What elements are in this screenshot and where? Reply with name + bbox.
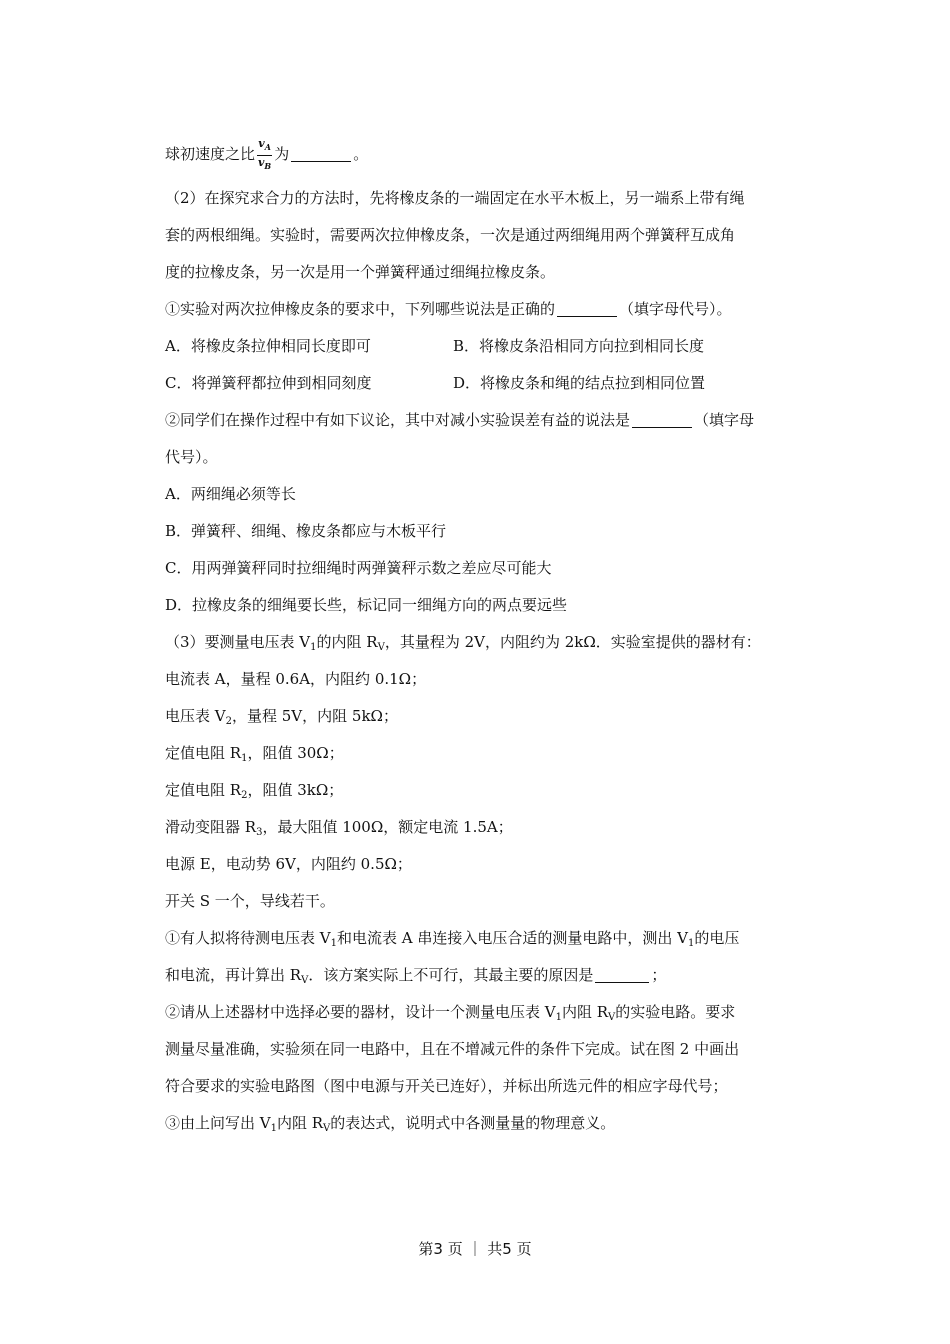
intro-text: 球初速度之比 xyxy=(165,145,256,163)
equipment-item: 电源 E，电动势 6V，内阻约 0.5Ω； xyxy=(165,855,412,873)
text: 的实验电路。要求 xyxy=(615,1003,736,1021)
equipment-item xyxy=(165,735,815,772)
option-b: B．将橡皮条沿相同方向拉到相同长度 xyxy=(453,337,705,355)
answer-blank[interactable] xyxy=(632,411,692,428)
fraction-denominator xyxy=(257,156,272,173)
q2-after: （填字母 xyxy=(694,411,755,429)
q1-options-row xyxy=(165,328,815,365)
sub-question-3-line xyxy=(165,1105,815,1142)
question-2-line xyxy=(165,402,815,439)
sub-question-1-line xyxy=(165,920,815,957)
text: 定值电阻 R xyxy=(165,744,242,762)
subscript: 2 xyxy=(241,790,248,801)
text: ①有人拟将待测电压表 V xyxy=(165,929,331,947)
text: ③由上问写出 V xyxy=(165,1114,271,1132)
subscript: V xyxy=(608,1012,616,1023)
denominator-subscript: B xyxy=(264,160,272,171)
equipment-item: 电流表 A，量程 0.6A，内阻约 0.1Ω； xyxy=(165,670,427,688)
text: 的内阻 R xyxy=(316,633,378,651)
option-a: A．将橡皮条拉伸相同长度即可 xyxy=(165,337,371,355)
subscript: V xyxy=(323,1123,331,1134)
option-b: B．弹簧秤、细绳、橡皮条都应与木板平行 xyxy=(165,522,447,540)
sub-question-2-line: 符合要求的实验电路图（图中电源与开关已连好），并标出所选元件的相应字母代号； xyxy=(165,1077,728,1095)
text: （3）要测量电压表 V xyxy=(165,633,311,651)
text: ．该方案实际上不可行，其最主要的原因是 xyxy=(308,966,594,984)
intro-end: 。 xyxy=(353,145,369,163)
sub-question-1-line xyxy=(165,957,815,994)
text: 滑动变阻器 R xyxy=(165,818,257,836)
question-content xyxy=(165,130,815,1142)
option-d: D．将橡皮条和绳的结点拉到相同位置 xyxy=(453,374,706,392)
numerator-subscript: A xyxy=(264,142,271,153)
text: 和电流，再计算出 R xyxy=(165,966,302,984)
text: ，其量程为 2V，内阻约为 2kΩ．实验室提供的器材有： xyxy=(384,633,761,651)
question-2-line: 代号）。 xyxy=(165,448,218,466)
subscript: V xyxy=(377,642,385,653)
part3-intro-line xyxy=(165,624,815,661)
answer-blank[interactable] xyxy=(557,300,617,317)
q2-text: ②同学们在操作过程中有如下议论，其中对减小实验误差有益的说法是 xyxy=(165,411,631,429)
text: ； xyxy=(651,966,667,984)
part2-paragraph-line: 度的拉橡皮条，另一次是用一个弹簧秤通过细绳拉橡皮条。 xyxy=(165,263,556,281)
subscript: 3 xyxy=(256,827,263,838)
option-c: C．将弹簧秤都拉伸到相同刻度 xyxy=(165,374,372,392)
q1-after: （填字母代号）。 xyxy=(619,300,732,318)
text: 的电压 xyxy=(694,929,740,947)
answer-blank[interactable] xyxy=(291,145,351,162)
subscript: 2 xyxy=(225,716,232,727)
option-d: D．拉橡皮条的细绳要长些，标记同一细绳方向的两点要远些 xyxy=(165,596,568,614)
equipment-item: 开关 S 一个，导线若干。 xyxy=(165,892,335,910)
sub-question-2-line xyxy=(165,994,815,1031)
subscript: 1 xyxy=(330,938,337,949)
subscript: 1 xyxy=(555,1012,562,1023)
intro-after: 为 xyxy=(274,145,290,163)
question-1-line xyxy=(165,291,815,328)
q1-options-row xyxy=(165,365,815,402)
text: ②请从上述器材中选择必要的器材，设计一个测量电压表 V xyxy=(165,1003,556,1021)
option-c: C．用两弹簧秤同时拉细绳时两弹簧秤示数之差应尽可能大 xyxy=(165,559,552,577)
part2-paragraph-line: （2）在探究求合力的方法时，先将橡皮条的一端固定在水平木板上，另一端系上带有绳 xyxy=(165,189,745,207)
equipment-item xyxy=(165,772,815,809)
page-footer: 第3 页 ｜ 共5 页 xyxy=(418,1240,532,1258)
subscript: 1 xyxy=(310,642,317,653)
text: 定值电阻 R xyxy=(165,781,242,799)
text: ，最大阻值 100Ω，额定电流 1.5A； xyxy=(262,818,513,836)
velocity-ratio-fraction xyxy=(257,137,272,172)
fraction-numerator xyxy=(257,137,272,155)
q1-text: ①实验对两次拉伸橡皮条的要求中，下列哪些说法是正确的 xyxy=(165,300,556,318)
text: ，量程 5V，内阻 5kΩ； xyxy=(231,707,398,725)
option-a: A．两细绳必须等长 xyxy=(165,485,296,503)
answer-blank[interactable] xyxy=(595,966,649,983)
subscript: 1 xyxy=(270,1123,277,1134)
intro-line xyxy=(165,130,815,178)
subscript: V xyxy=(301,975,309,986)
text: ，阻值 3kΩ； xyxy=(247,781,344,799)
text: ，阻值 30Ω； xyxy=(247,744,344,762)
denominator-symbol: v xyxy=(258,155,265,169)
sub-question-2-line: 测量尽量准确，实验须在同一电路中，且在不增减元件的条件下完成。试在图 2 中画出 xyxy=(165,1040,740,1058)
text: 和电流表 A 串连接入电压合适的测量电路中，测出 V xyxy=(336,929,688,947)
numerator-symbol: v xyxy=(258,137,265,151)
part2-paragraph-line: 套的两根细绳。实验时，需要两次拉伸橡皮条，一次是通过两细绳用两个弹簧秤互成角 xyxy=(165,226,736,244)
text: 内阻 R xyxy=(561,1003,609,1021)
subscript: 1 xyxy=(687,938,695,949)
equipment-item xyxy=(165,809,815,846)
text: 内阻 R xyxy=(276,1114,324,1132)
text: 电压表 V xyxy=(165,707,226,725)
equipment-item xyxy=(165,698,815,735)
subscript: 1 xyxy=(241,753,248,764)
text: 的表达式，说明式中各测量量的物理意义。 xyxy=(330,1114,616,1132)
